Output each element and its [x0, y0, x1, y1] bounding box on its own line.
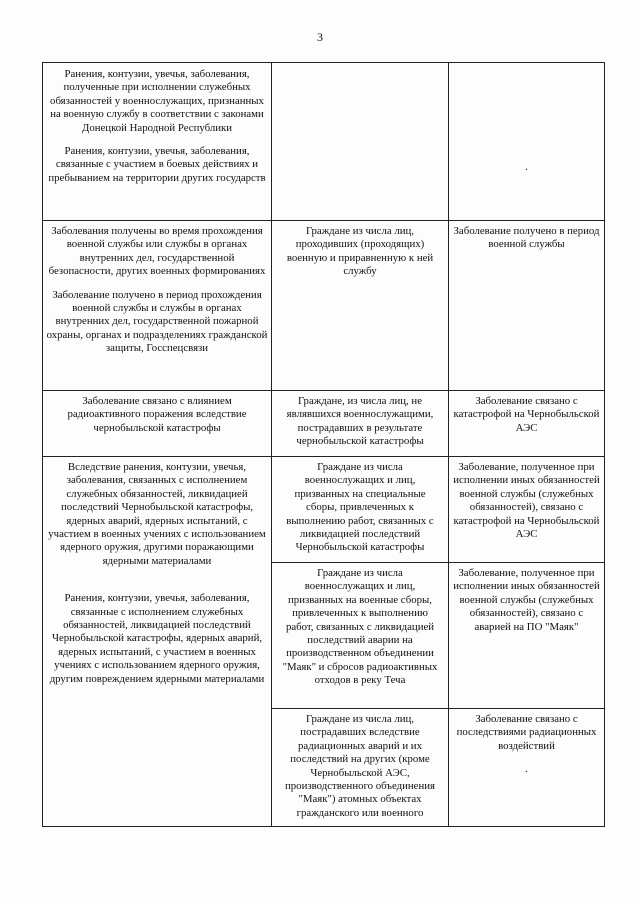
- row2-cell-cause: [449, 221, 605, 391]
- row4-condition-2: Ранения, контузии, увечья, заболевания, связанные с исполнением служебных обязанностей, ликвидацией последствий Чернобыльской катастрофы, ядерных аварий, ядерных испытаний, с участием в военных учениях с использованием ядерного оружия, другим повреждением ядерными материалами: [49, 592, 265, 685]
- row2-cell-condition: [43, 221, 272, 391]
- table-row: [43, 63, 605, 221]
- row1-cell-cause: [449, 63, 605, 221]
- row4a-cell-category: [272, 457, 449, 563]
- row4c-cause-mark: .: [525, 763, 528, 776]
- row4b-cell-category: [272, 563, 449, 709]
- row2-category: Граждане из числа лиц, проходивших (проходящих) военную и приравненную к ней службу: [286, 225, 434, 278]
- disability-cause-table: [42, 62, 605, 827]
- row1-condition-2: Ранения, контузии, увечья, заболевания, связанные с участием в боевых действиях и пребыванием на территории других государств: [48, 145, 266, 184]
- row3-cell-cause: [449, 391, 605, 457]
- row2-condition-1: Заболевания получены во время прохождения военной службы или службы в органах внутренних дел, государственной безопасности, других военных формированиях: [48, 225, 266, 278]
- row4c-cause: Заболевание связано с последствиями радиационных воздействий: [456, 713, 597, 752]
- row1-cell-condition: [43, 63, 272, 221]
- row2-cell-category: [272, 221, 449, 391]
- row4a-category: Граждане из числа военнослужащих и лиц, призванных на специальные сборы, привлеченных к выполнению работ, связанных с ликвидацией последствий Чернобыльской катастрофы: [286, 461, 434, 554]
- row4c-cell-category: [272, 709, 449, 827]
- row4-cell-condition: [43, 457, 272, 827]
- row3-condition-1: Заболевание связано с влиянием радиоактивного поражения вследствие чернобыльской катастрофы: [67, 395, 247, 434]
- row2-condition-2: Заболевание получено в период прохождения военной службы и службы в органах внутренних дел, государственной пожарной охраны, органах и подразделениях гражданской защиты, Госспецсвязи: [46, 288, 268, 355]
- row4-condition-1: Вследствие ранения, контузии, увечья, заболевания, связанных с исполнением служебных обязанностей, ликвидацией последствий Чернобыльской катастрофы, ядерных аварий, ядерных испытаний, с участием в военных учениях с использованием ядерного оружия, другими поражающими ядерными материалами: [48, 461, 266, 567]
- row3-cell-condition: [43, 391, 272, 457]
- row4a-cell-cause: [449, 457, 605, 563]
- row4c-category: Граждане из числа лиц, пострадавших вследствие радиационных аварий и их последствий на других (кроме Чернобыльской АЭС, производственного объединения "Маяк") атомных объектах гражданского или военного: [285, 713, 435, 819]
- row3-cause: Заболевание связано с катастрофой на Чернобыльской АЭС: [453, 395, 600, 434]
- table-row: [43, 221, 605, 391]
- row4b-cause: Заболевание, полученное при исполнении иных обязанностей военной службы (служебных обязанностей), связано с аварией на ПО "Маяк": [453, 567, 600, 633]
- row4c-cell-cause: [449, 709, 605, 827]
- row1-condition-1: Ранения, контузии, увечья, заболевания, полученные при исполнении служебных обязанностей у военнослужащих, признанных на военную службу в соответствии с законами Донецкой Народной Республики: [50, 68, 264, 134]
- page-number: 3: [317, 30, 323, 44]
- table-row: [43, 391, 605, 457]
- row4b-cell-cause: [449, 563, 605, 709]
- row4a-cause: Заболевание, полученное при исполнении иных обязанностей военной службы (служебных обязанностей), связано с катастрофой на Чернобыльской АЭС: [453, 461, 600, 541]
- row2-cause: Заболевание получено в период военной службы: [453, 225, 600, 251]
- row1-cause-mark: .: [525, 161, 528, 173]
- row4b-category: Граждане из числа военнослужащих и лиц, призванных на военные сборы, привлеченных к выполнению работ, связанных с ликвидацией последствий аварии на производственном объединении "Маяк" и сбросов радиоактивных отходов в реку Теча: [282, 567, 438, 687]
- table-row: [43, 457, 605, 563]
- row3-category: Граждане, из числа лиц, не являвшихся военнослужащими, пострадавших в результате чернобыльской катастрофы: [286, 395, 434, 448]
- row3-cell-category: [272, 391, 449, 457]
- row1-cell-category: [272, 63, 449, 221]
